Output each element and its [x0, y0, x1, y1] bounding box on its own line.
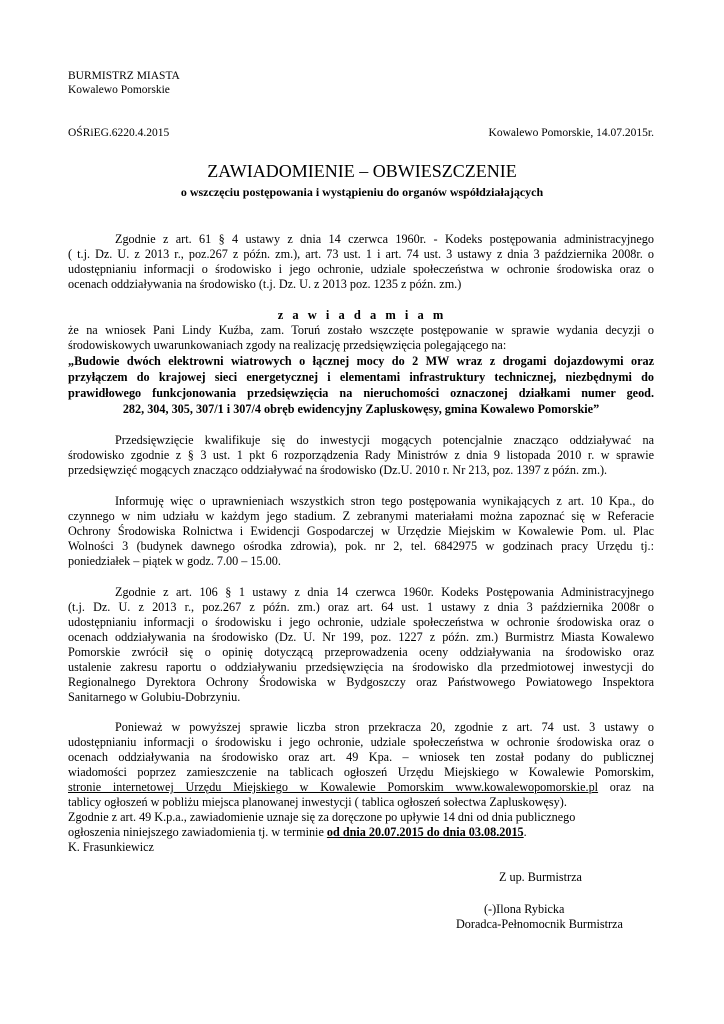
paragraph-line: ( t.j. Dz. U. z 2013 r., poz.267 z późn. zm.), art. 73 ust. 1 i art. 74 ust. 3 ustawy z dnia 3 października 2008r. o — [68, 247, 654, 261]
author-initials: K. Frasunkiewicz — [68, 840, 154, 854]
signature-title: Doradca-Pełnomocnik Burmistrza — [456, 917, 623, 931]
paragraph-line: udostępnianiu informacji o środowisko i jego ochronie, udziale społeczeństwa w ochronie środowiska oraz o — [68, 262, 654, 276]
paragraph-line: ocenach oddziaływania na środowisko oraz art. 49 Kpa. – wniosek ten został podany do publicznej — [68, 750, 654, 764]
signature-name: (-)Ilona Rybicka — [484, 902, 565, 916]
paragraph-line: poniedziałek – piątek w godz. 7.00 – 15.00. — [68, 554, 281, 568]
page-subtitle: o wszczęciu postępowania i wystąpieniu do organów współdziałających — [180, 185, 544, 199]
authority-town: Kowalewo Pomorskie — [68, 84, 170, 96]
paragraph-line: środowiskowych uwarunkowaniach zgody na realizację przedsięwzięcia polegającego na: — [68, 338, 507, 352]
paragraph-line: stronie internetowej Urzędu Miejskiego w Kowalewie Pomorskim www.kowalewopomorskie.pl oraz na — [68, 780, 654, 794]
paragraph-line: ocenach oddziaływania na środowisko (t.j. Dz. U. z 2013 poz. 1235 z późn. zm.) — [68, 277, 462, 291]
signature-proxy: Z up. Burmistrza — [499, 870, 582, 884]
paragraph-line: Zgodnie z art. 106 § 1 ustawy z dnia 14 czerwca 1960r. Kodeks Postępowania Administracyjnego — [115, 585, 654, 599]
paragraph-line: przedsięwzięć mogących znacząco oddziaływać na środowisko (Dz.U. 2010 r. Nr 213, poz. 1397 z późn. zm.). — [68, 463, 608, 477]
paragraph-line: tablicy ogłoszeń w pobliżu miejsca planowanej inwestycji ( tablica ogłoszeń sołectwa Zapluskowęsy). — [68, 795, 567, 809]
paragraph-line: Wolności 3 (budynek dawnego ośrodka zdrowia), pok. nr 2, tel. 6842975 w godzinach pracy Urzędu tj.: — [68, 539, 654, 553]
paragraph-line: (t.j. Dz. U. z 2013 r., poz.267 z późn. zm.) oraz art. 64 ust. 1 ustawy z dnia 3 października 2008r o — [68, 600, 654, 614]
paragraph-line: Zgodnie z art. 61 § 4 ustawy z dnia 14 czerwca 1960r. - Kodeks postępowania administracyjnego — [115, 232, 654, 246]
website-link[interactable]: stronie internetowej Urzędu Miejskiego w Kowalewie Pomorskim www.kowalewopomorskie.pl — [68, 780, 599, 794]
paragraph-line: środowisko zgodnie z § 3 ust. 1 pkt 6 rozporządzenia Rady Ministrów z dnia 9 listopada 2010 r. w sprawie — [68, 448, 654, 462]
paragraph-line: Zgodnie z art. 49 K.p.a., zawiadomienie uznaje się za doręczone po upływie 14 dni od dnia publicznego — [68, 810, 576, 824]
paragraph-line: Informuję więc o uprawnieniach wszystkich stron tego postępowania wynikających z art. 10 Kpa., do — [115, 494, 654, 508]
project-line: prawidłowego funkcjonowania przedsięwzięcia na nieruchomości oznaczonej działkami numer geod. — [68, 386, 654, 400]
deadline-dates: od dnia 20.07.2015 do dnia 03.08.2015 — [326, 825, 524, 839]
paragraph-line: ustalenie zakresu raportu o oddziaływaniu przedsięwzięcia na środowisko dla przedmiotowej inwestycji do — [68, 660, 654, 674]
paragraph-line: Pomorskie zwrócił się o opinię dotyczącą przeprowadzenia oceny oddziaływania na środowisko oraz — [68, 645, 654, 659]
paragraph-line: Ochrony Środowiska Rolnictwa i Ewidencji Gospodarczej w Urzędzie Miejskim w Kowalewie Pom. ul. Plac — [68, 524, 654, 538]
paragraph-line: wiadomości poprzez zamieszczenie na tablicach ogłoszeń Urzędu Miejskiego w Kowalewie Pomorskim, — [68, 765, 654, 779]
paragraph-line: ocenach oddziaływania na środowisko (Dz. U. Nr 199, poz. 1227 z późn. zm.) Burmistrz Miasta Kowalewo — [68, 630, 654, 644]
authority-name: BURMISTRZ MIASTA — [68, 70, 180, 82]
announce-word: z a w i a d a m i a m — [277, 308, 447, 322]
paragraph-line: udostępnianiu informacji o środowisku i jego ochronie, udziale społeczeństwa w ochronie środowiska oraz o — [68, 615, 654, 629]
paragraph-line: że na wniosek Pani Lindy Kuźba, zam. Toruń zostało wszczęte postępowanie w sprawie wydania decyzji o — [68, 323, 654, 337]
project-line: „Budowie dwóch elektrowni wiatrowych o łącznej mocy do 2 MW wraz z drogami dojazdowymi oraz — [68, 354, 654, 368]
paragraph-line: czynnego w nim udziału w każdym jego stadium. Z zebranymi materiałami można zapoznać się w Referacie — [68, 509, 654, 523]
project-line: 282, 304, 305, 307/1 i 307/4 obręb ewidencyjny Zapluskowęsy, gmina Kowalewo Pomorskie” — [122, 402, 600, 416]
paragraph-line: Sanitarnego w Golubiu-Dobrzyniu. — [68, 690, 241, 704]
paragraph-line: udostępnianiu informacji o środowisku i jego ochronie, udziale społeczeństwa w ochronie środowiska oraz o — [68, 735, 654, 749]
paragraph-line: ogłoszenia niniejszego zawiadomienia tj. w terminie od dnia 20.07.2015 do dnia 03.08.2015. — [68, 825, 527, 839]
page-title: ZAWIADOMIENIE – OBWIESZCZENIE — [207, 161, 517, 181]
project-line: przyłączem do krajowej sieci energetycznej i elementami infrastruktury technicznej, niezbędnymi do — [68, 370, 654, 384]
paragraph-line: Regionalnego Dyrektora Ochrony Środowiska w Bydgoszczy oraz Państwowego Powiatowego Inspektora — [68, 675, 654, 689]
place-date: Kowalewo Pomorskie, 14.07.2015r. — [488, 127, 654, 139]
case-number: OŚRiEG.6220.4.2015 — [68, 127, 170, 139]
paragraph-line: Ponieważ w powyższej sprawie liczba stron przekracza 20, zgodnie z art. 74 ust. 3 ustawy o — [115, 720, 654, 734]
paragraph-line: Przedsięwzięcie kwalifikuje się do inwestycji mogących potencjalnie znacząco oddziaływać na — [115, 433, 654, 447]
